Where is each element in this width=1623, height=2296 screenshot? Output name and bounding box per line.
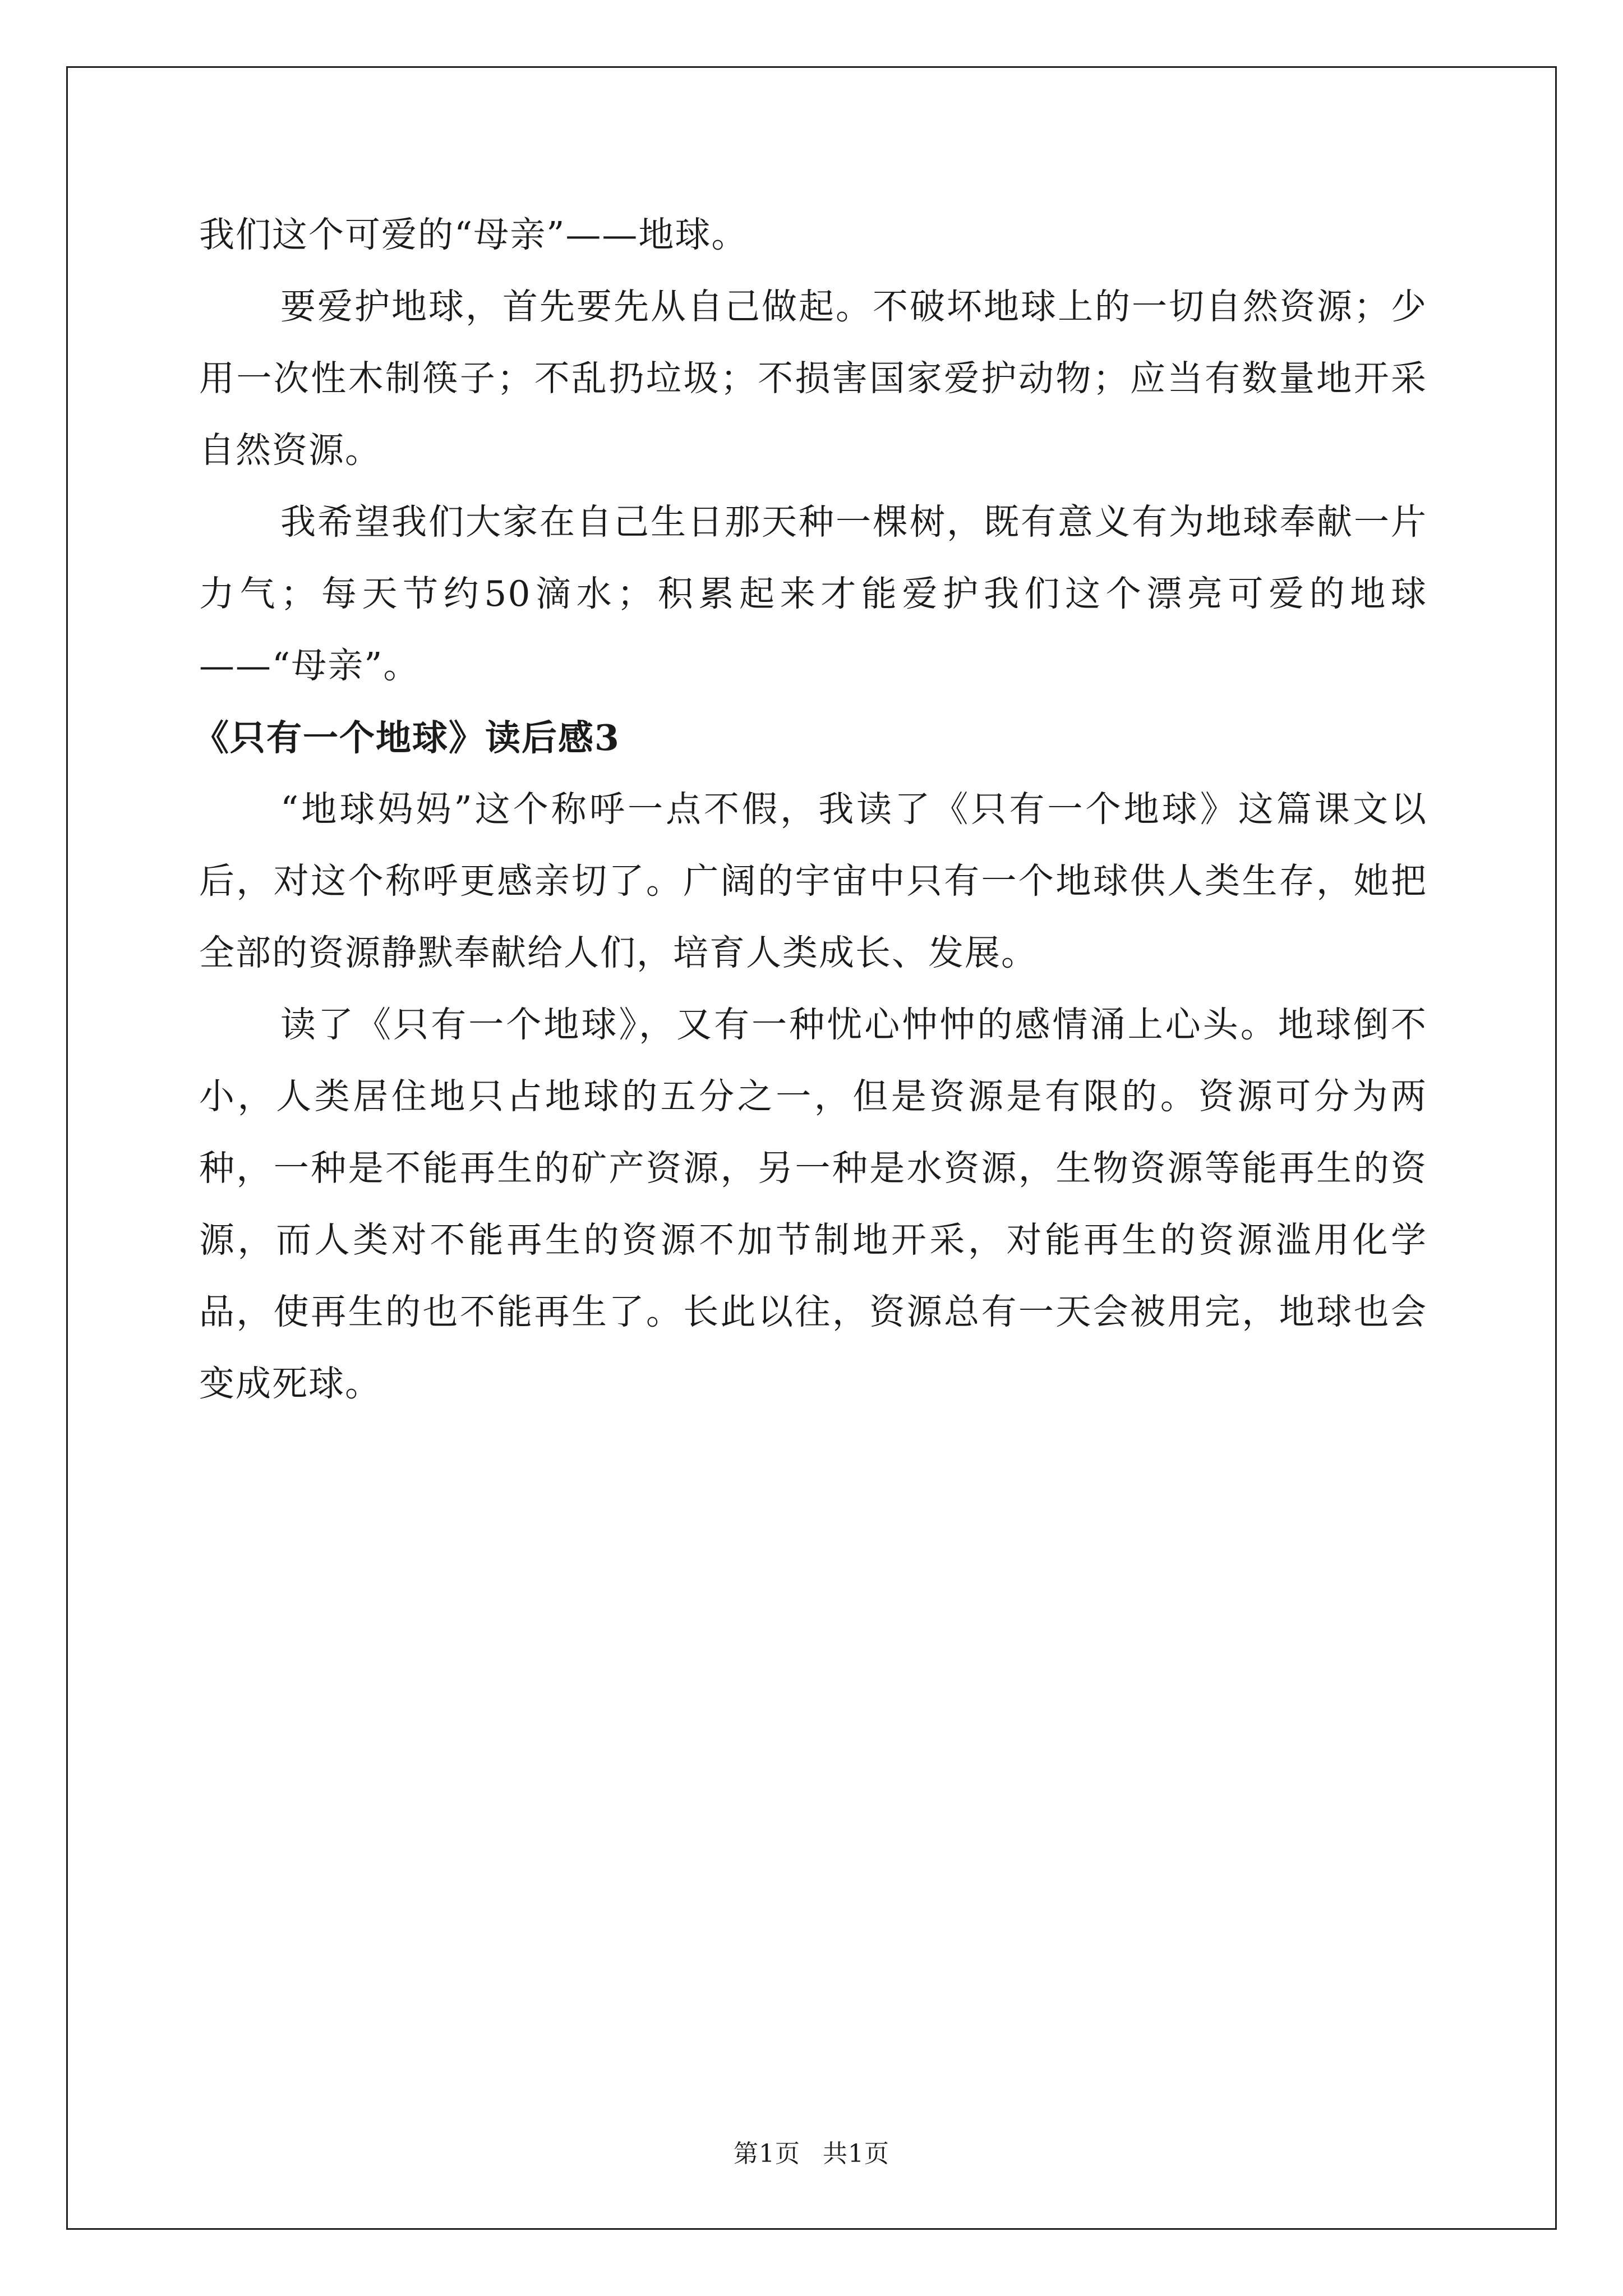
paragraph-3: 我希望我们大家在自己生日那天种一棵树，既有意义有为地球奉献一片力气；每天节约50滴水；积累起来才能爱护我们这个漂亮可爱的地球——“母亲”。 xyxy=(199,501,1427,686)
paragraph-4: “地球妈妈”这个称呼一点不假，我读了《只有一个地球》这篇课文以后，对这个称呼更感亲切了。广阔的宇宙中只有一个地球供人类生存，她把全部的资源静默奉献给人们，培育人类成长、发展。 xyxy=(199,789,1427,973)
page-total: 共1页 xyxy=(823,2139,889,2168)
page-number: 第1页 xyxy=(734,2139,800,2168)
paragraph-5: 读了《只有一个地球》，又有一种忧心忡忡的感情涌上心头。地球倒不小，人类居住地只占地球的五分之一，但是资源是有限的。资源可分为两种，一种是不能再生的矿产资源，另一种是水资源，生物资源等能再生的资源，而人类对不能再生的资源不加节制地开采，对能再生的资源滥用化学品，使再生的也不能再生了。长此以往，资源总有一天会被用完，地球也会变成死球。 xyxy=(199,1004,1427,1404)
page-footer xyxy=(0,2137,1623,2171)
paragraph-2: 要爱护地球，首先要先从自己做起。不破坏地球上的一切自然资源；少用一次性木制筷子；不乱扔垃圾；不损害国家爱护动物；应当有数量地开采自然资源。 xyxy=(199,286,1427,471)
section-heading: 《只有一个地球》读后感3 xyxy=(193,717,620,758)
paragraph-1: 我们这个可爱的“母亲”——地球。 xyxy=(199,214,748,255)
document-body xyxy=(193,199,1427,1420)
